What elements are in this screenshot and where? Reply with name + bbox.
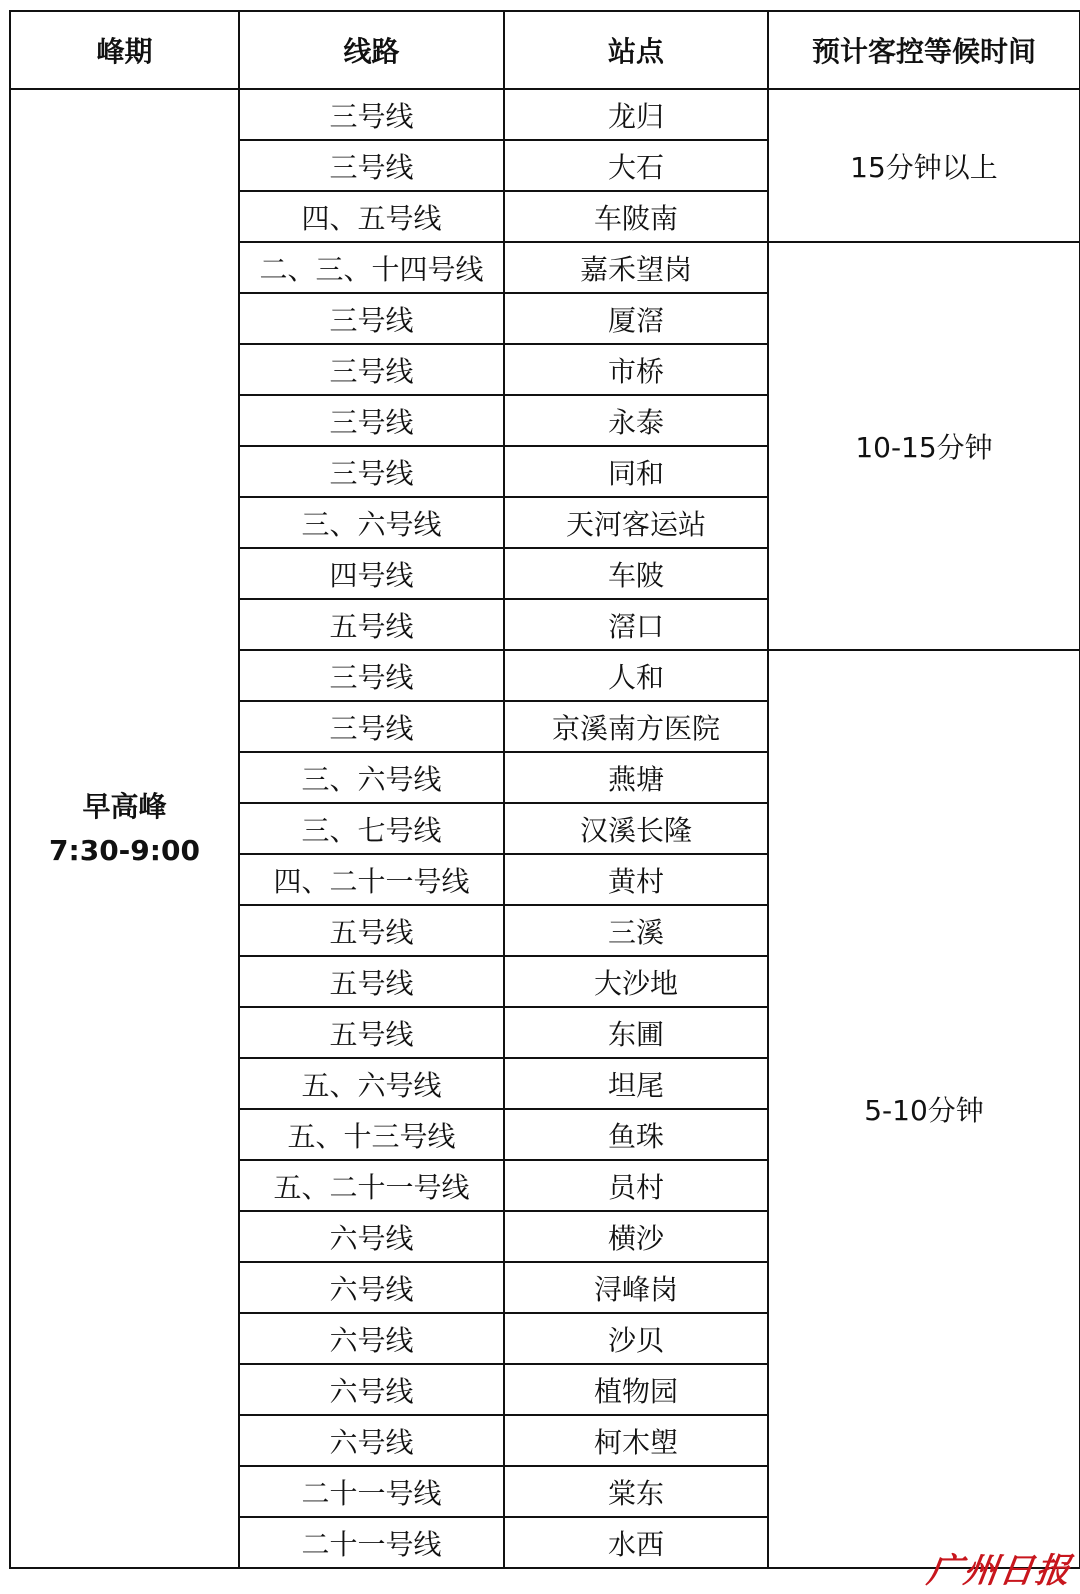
station-cell: 厦滘 — [504, 293, 768, 344]
period-name: 早高峰 — [82, 789, 167, 823]
line-cell: 五号线 — [239, 599, 504, 650]
station-cell: 棠东 — [504, 1466, 768, 1517]
wait-time-cell: 10-15分钟 — [768, 242, 1080, 650]
line-cell: 三、六号线 — [239, 497, 504, 548]
line-cell: 三、七号线 — [239, 803, 504, 854]
station-cell: 汉溪长隆 — [504, 803, 768, 854]
station-cell: 水西 — [504, 1517, 768, 1568]
schedule-body — [10, 89, 1080, 1568]
line-cell: 三号线 — [239, 701, 504, 752]
station-cell: 浔峰岗 — [504, 1262, 768, 1313]
line-cell: 六号线 — [239, 1211, 504, 1262]
station-cell: 柯木塱 — [504, 1415, 768, 1466]
line-cell: 五号线 — [239, 905, 504, 956]
station-cell: 大石 — [504, 140, 768, 191]
line-cell: 三号线 — [239, 650, 504, 701]
station-cell: 永泰 — [504, 395, 768, 446]
period-time: 7:30-9:00 — [49, 833, 200, 867]
line-cell: 四、二十一号线 — [239, 854, 504, 905]
line-cell: 五号线 — [239, 956, 504, 1007]
line-cell: 三号线 — [239, 395, 504, 446]
header-wait-time: 预计客控等候时间 — [768, 11, 1080, 89]
station-cell: 三溪 — [504, 905, 768, 956]
line-cell: 五、十三号线 — [239, 1109, 504, 1160]
station-cell: 燕塘 — [504, 752, 768, 803]
header-period: 峰期 — [10, 11, 239, 89]
line-cell: 六号线 — [239, 1364, 504, 1415]
header-line: 线路 — [239, 11, 504, 89]
station-cell: 同和 — [504, 446, 768, 497]
station-cell: 东圃 — [504, 1007, 768, 1058]
header-row — [10, 11, 1080, 89]
line-cell: 三号线 — [239, 344, 504, 395]
header-station: 站点 — [504, 11, 768, 89]
line-cell: 四号线 — [239, 548, 504, 599]
line-cell: 五号线 — [239, 1007, 504, 1058]
station-cell: 车陂 — [504, 548, 768, 599]
station-cell: 沙贝 — [504, 1313, 768, 1364]
station-cell: 人和 — [504, 650, 768, 701]
line-cell: 四、五号线 — [239, 191, 504, 242]
line-cell: 三号线 — [239, 140, 504, 191]
schedule-table — [9, 10, 1080, 1569]
line-cell: 六号线 — [239, 1415, 504, 1466]
wait-time-cell: 15分钟以上 — [768, 89, 1080, 242]
line-cell: 六号线 — [239, 1313, 504, 1364]
station-cell: 植物园 — [504, 1364, 768, 1415]
line-cell: 二、三、十四号线 — [239, 242, 504, 293]
wait-time-cell: 5-10分钟 — [768, 650, 1080, 1568]
station-cell: 滘口 — [504, 599, 768, 650]
table-row — [10, 89, 1080, 140]
line-cell: 六号线 — [239, 1262, 504, 1313]
station-cell: 京溪南方医院 — [504, 701, 768, 752]
line-cell: 五、六号线 — [239, 1058, 504, 1109]
line-cell: 五、二十一号线 — [239, 1160, 504, 1211]
station-cell: 龙归 — [504, 89, 768, 140]
station-cell: 坦尾 — [504, 1058, 768, 1109]
newspaper-logo: 广州日报 — [924, 1551, 1075, 1591]
line-cell: 二十一号线 — [239, 1517, 504, 1568]
period-cell — [10, 89, 239, 1568]
station-cell: 横沙 — [504, 1211, 768, 1262]
line-cell: 三号线 — [239, 293, 504, 344]
station-cell: 天河客运站 — [504, 497, 768, 548]
station-cell: 车陂南 — [504, 191, 768, 242]
line-cell: 三、六号线 — [239, 752, 504, 803]
station-cell: 黄村 — [504, 854, 768, 905]
station-cell: 鱼珠 — [504, 1109, 768, 1160]
station-cell: 市桥 — [504, 344, 768, 395]
line-cell: 三号线 — [239, 89, 504, 140]
line-cell: 二十一号线 — [239, 1466, 504, 1517]
station-cell: 员村 — [504, 1160, 768, 1211]
station-cell: 大沙地 — [504, 956, 768, 1007]
station-cell: 嘉禾望岗 — [504, 242, 768, 293]
line-cell: 三号线 — [239, 446, 504, 497]
